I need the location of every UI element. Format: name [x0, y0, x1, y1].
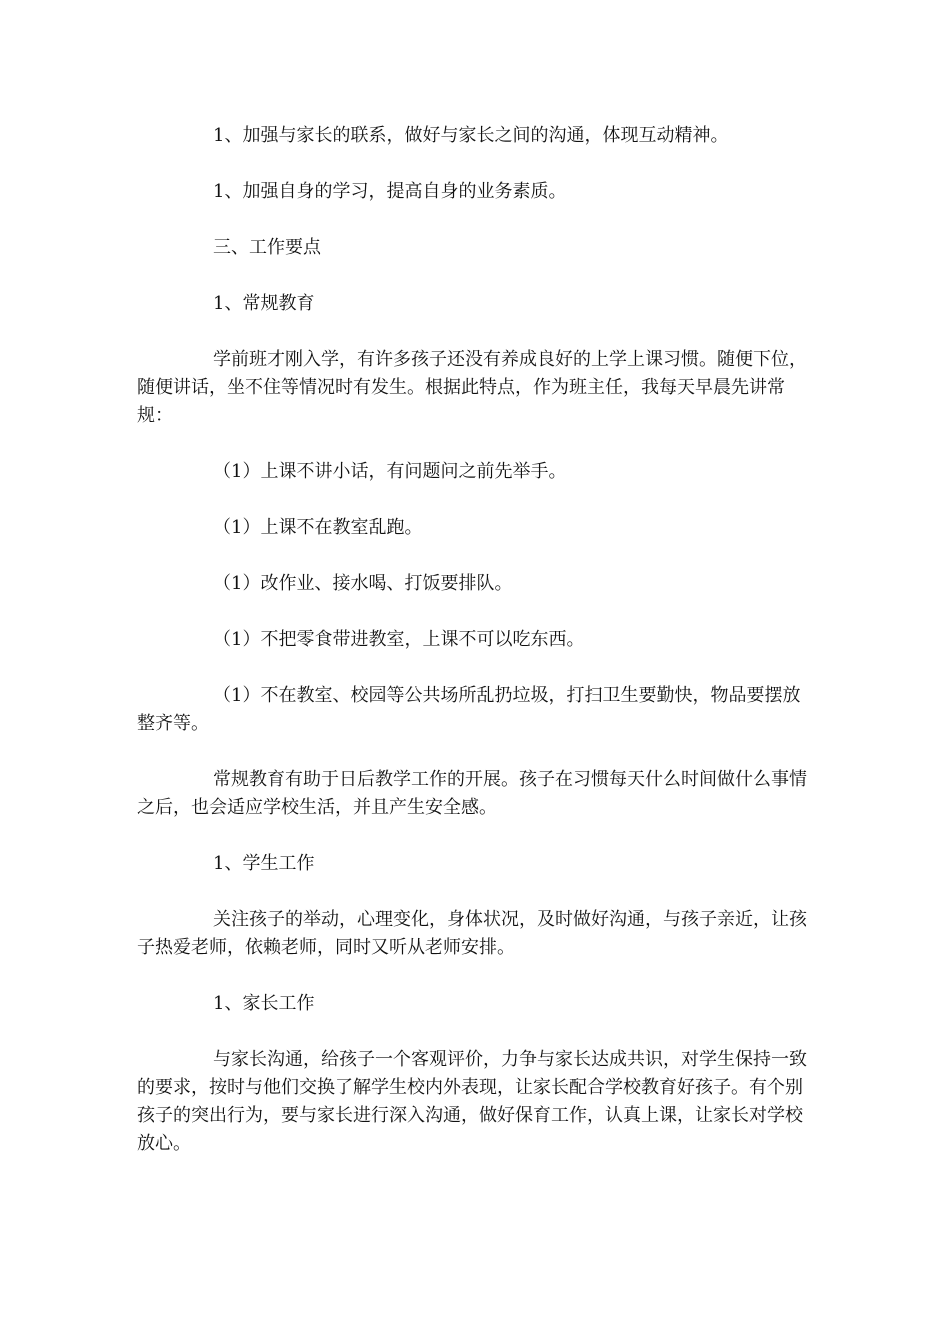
subheading-parent-work: 1、家长工作 [213, 993, 315, 1014]
document-body [137, 122, 817, 1158]
section-heading-work-points: 三、工作要点 [213, 237, 321, 258]
paragraph-routine-intro: 学前班才刚入学，有许多孩子还没有养成良好的上学上课习惯。随便下位，随便讲话，坐不住等情况时有发生。根据此特点，作为班主任，我每天早晨先讲常规： [137, 349, 807, 426]
paragraph-self-study: 1、加强自身的学习，提高自身的业务素质。 [213, 181, 567, 202]
subheading-routine-education: 1、常规教育 [213, 293, 315, 314]
list-item-rule-5: （1）不在教室、校园等公共场所乱扔垃圾，打扫卫生要勤快，物品要摆放整齐等。 [137, 685, 801, 734]
paragraph-parent-work: 与家长沟通，给孩子一个客观评价，力争与家长达成共识，对学生保持一致的要求，按时与他们交换了解学生校内外表现，让家长配合学校教育好孩子。有个别孩子的突出行为，要与家长进行深入沟通，做好保育工作，认真上课，让家长对学校放心。 [137, 1049, 807, 1154]
list-item-rule-2: （1）上课不在教室乱跑。 [213, 517, 423, 538]
paragraph-routine-benefit: 常规教育有助于日后教学工作的开展。孩子在习惯每天什么时间做什么事情之后，也会适应学校生活，并且产生安全感。 [137, 769, 807, 818]
list-item-rule-3: （1）改作业、接水喝、打饭要排队。 [213, 573, 513, 594]
list-item-rule-1: （1）上课不讲小话，有问题问之前先举手。 [213, 461, 567, 482]
subheading-student-work: 1、学生工作 [213, 853, 315, 874]
list-item-rule-4: （1）不把零食带进教室，上课不可以吃东西。 [213, 629, 585, 650]
paragraph-student-work: 关注孩子的举动，心理变化，身体状况，及时做好沟通，与孩子亲近，让孩子热爱老师，依赖老师，同时又听从老师安排。 [137, 909, 807, 958]
paragraph-parent-contact: 1、加强与家长的联系，做好与家长之间的沟通，体现互动精神。 [213, 125, 729, 146]
